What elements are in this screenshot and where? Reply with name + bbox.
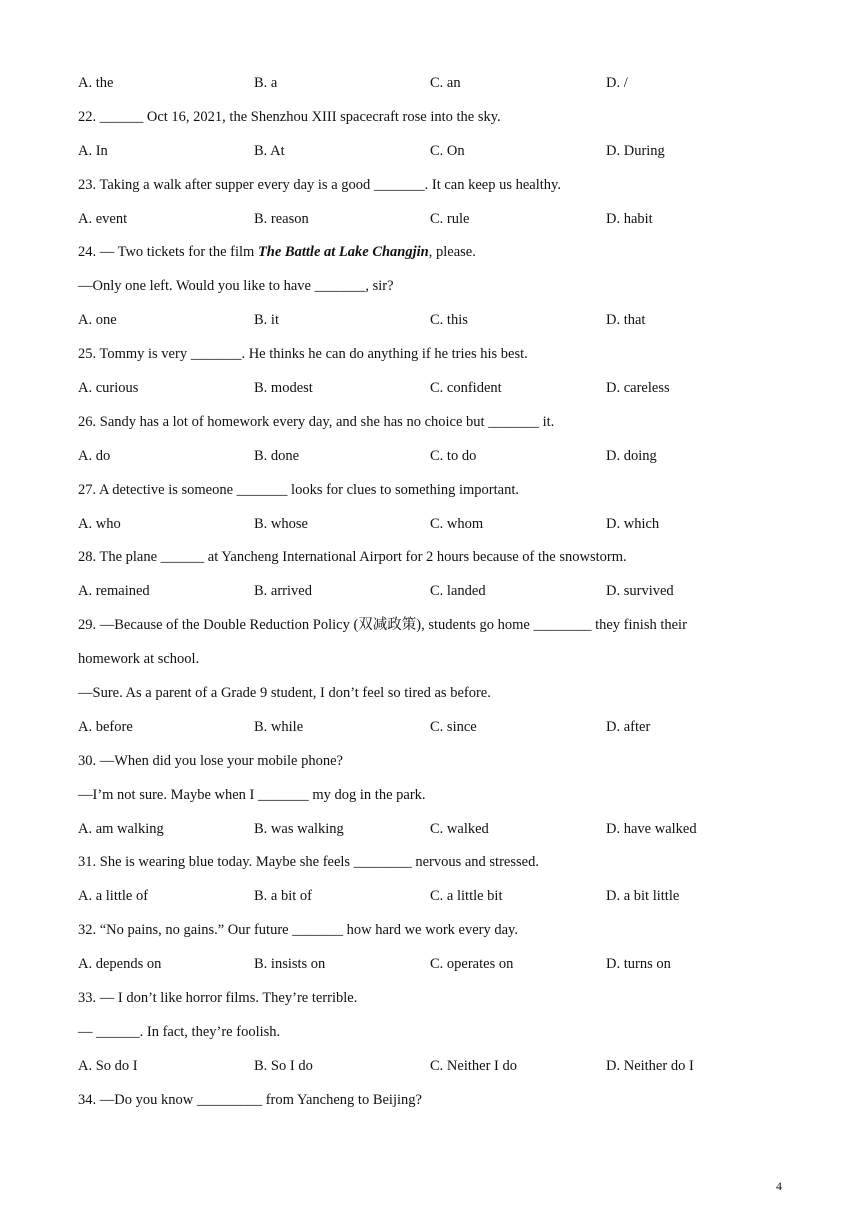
option-d: D. after: [606, 718, 651, 735]
option-a: A. a little of: [78, 888, 149, 905]
q23-options: [78, 208, 798, 242]
option-d: D. doing: [606, 447, 657, 464]
q21-options: [78, 72, 798, 106]
option-a: A. do: [78, 447, 111, 464]
option-b: B. modest: [254, 380, 313, 397]
option-a: A. who: [78, 515, 121, 532]
q23-stem: 23. Taking a walk after supper every day is a good _______. It can keep us healthy.: [78, 176, 561, 193]
q29-line2: —Sure. As a parent of a Grade 9 student, I don’t feel so tired as before.: [78, 685, 491, 702]
q26-stem: 26. Sandy has a lot of homework every day, and she has no choice but _______ it.: [78, 413, 555, 430]
q29-stem-continued: homework at school.: [78, 651, 200, 668]
option-c: C. On: [430, 142, 465, 159]
option-c: C. landed: [430, 583, 486, 600]
q24-stem-after: , please.: [428, 244, 476, 261]
q30-options: [78, 818, 798, 852]
q24-stem: [78, 241, 798, 275]
q32-stem: 32. “No pains, no gains.” Our future _______ how hard we work every day.: [78, 922, 518, 939]
option-b: B. insists on: [254, 956, 326, 973]
option-c: C. rule: [430, 210, 470, 227]
option-a: A. before: [78, 718, 133, 735]
option-b: B. done: [254, 447, 300, 464]
option-c: C. walked: [430, 820, 489, 837]
q24-stem-before: 24. — Two tickets for the film: [78, 244, 258, 261]
option-b: B. while: [254, 718, 304, 735]
q27-stem: 27. A detective is someone _______ looks for clues to something important.: [78, 481, 519, 498]
option-b: B. arrived: [254, 583, 312, 600]
option-a: A. am walking: [78, 820, 164, 837]
option-b: B. reason: [254, 210, 309, 227]
option-c: C. Neither I do: [430, 1057, 517, 1074]
q27-options: [78, 513, 798, 547]
option-d: D. turns on: [606, 956, 671, 973]
q30-stem: 30. —When did you lose your mobile phone?: [78, 752, 343, 769]
q31-stem: 31. She is wearing blue today. Maybe she feels ________ nervous and stressed.: [78, 854, 539, 871]
option-c: C. since: [430, 718, 477, 735]
option-c: C. an: [430, 75, 461, 91]
option-d: D. /: [606, 75, 628, 91]
q29-stem: 29. —Because of the Double Reduction Policy (双减政策), students go home ________ they finish their: [78, 617, 687, 634]
page-number: 4: [776, 1179, 782, 1193]
q25-stem: 25. Tommy is very _______. He thinks he can do anything if he tries his best.: [78, 346, 528, 363]
q22-options: [78, 140, 798, 174]
option-d: D. careless: [606, 380, 670, 397]
q29-options: [78, 716, 798, 750]
option-c: C. a little bit: [430, 888, 503, 905]
option-b: B. a bit of: [254, 888, 312, 905]
option-d: D. that: [606, 312, 646, 329]
q25-options: [78, 377, 798, 411]
option-a: A. remained: [78, 583, 150, 600]
option-d: D. a bit little: [606, 888, 680, 905]
option-d: D. Neither do I: [606, 1057, 694, 1074]
q33-options: [78, 1055, 798, 1089]
q30-line2: —I’m not sure. Maybe when I _______ my dog in the park.: [78, 786, 426, 803]
option-d: D. During: [606, 142, 665, 159]
q32-options: [78, 953, 798, 987]
option-c: C. whom: [430, 515, 484, 532]
option-d: D. habit: [606, 210, 653, 227]
option-b: B. At: [254, 142, 285, 159]
q26-options: [78, 445, 798, 479]
exam-page: [78, 72, 798, 1123]
option-d: D. have walked: [606, 820, 697, 837]
q22-stem: 22. ______ Oct 16, 2021, the Shenzhou XIII spacecraft rose into the sky.: [78, 108, 501, 125]
option-a: A. depends on: [78, 956, 162, 973]
option-a: A. the: [78, 75, 114, 91]
q34-stem: 34. —Do you know _________ from Yancheng to Beijing?: [78, 1091, 422, 1108]
option-b: B. a: [254, 75, 278, 91]
film-title: The Battle at Lake Changjin: [257, 244, 429, 261]
option-d: D. which: [606, 515, 660, 532]
option-c: C. operates on: [430, 956, 514, 973]
option-c: C. this: [430, 312, 468, 329]
option-a: A. In: [78, 142, 108, 159]
q28-stem: 28. The plane ______ at Yancheng International Airport for 2 hours because of the snowstorm.: [78, 549, 627, 566]
option-d: D. survived: [606, 583, 674, 600]
q31-options: [78, 885, 798, 919]
option-a: A. one: [78, 312, 117, 329]
q24-options: [78, 309, 798, 343]
q33-line2: — ______. In fact, they’re foolish.: [78, 1023, 281, 1040]
option-b: B. whose: [254, 515, 308, 532]
q28-options: [78, 580, 798, 614]
option-b: B. was walking: [254, 820, 344, 837]
option-a: A. event: [78, 210, 128, 227]
option-a: A. curious: [78, 380, 139, 397]
option-c: C. to do: [430, 447, 477, 464]
option-a: A. So do I: [78, 1057, 138, 1074]
option-b: B. it: [254, 312, 279, 329]
q24-line2: —Only one left. Would you like to have _______, sir?: [78, 278, 394, 295]
option-c: C. confident: [430, 380, 502, 397]
option-b: B. So I do: [254, 1057, 313, 1074]
q33-stem: 33. — I don’t like horror films. They’re terrible.: [78, 990, 358, 1007]
